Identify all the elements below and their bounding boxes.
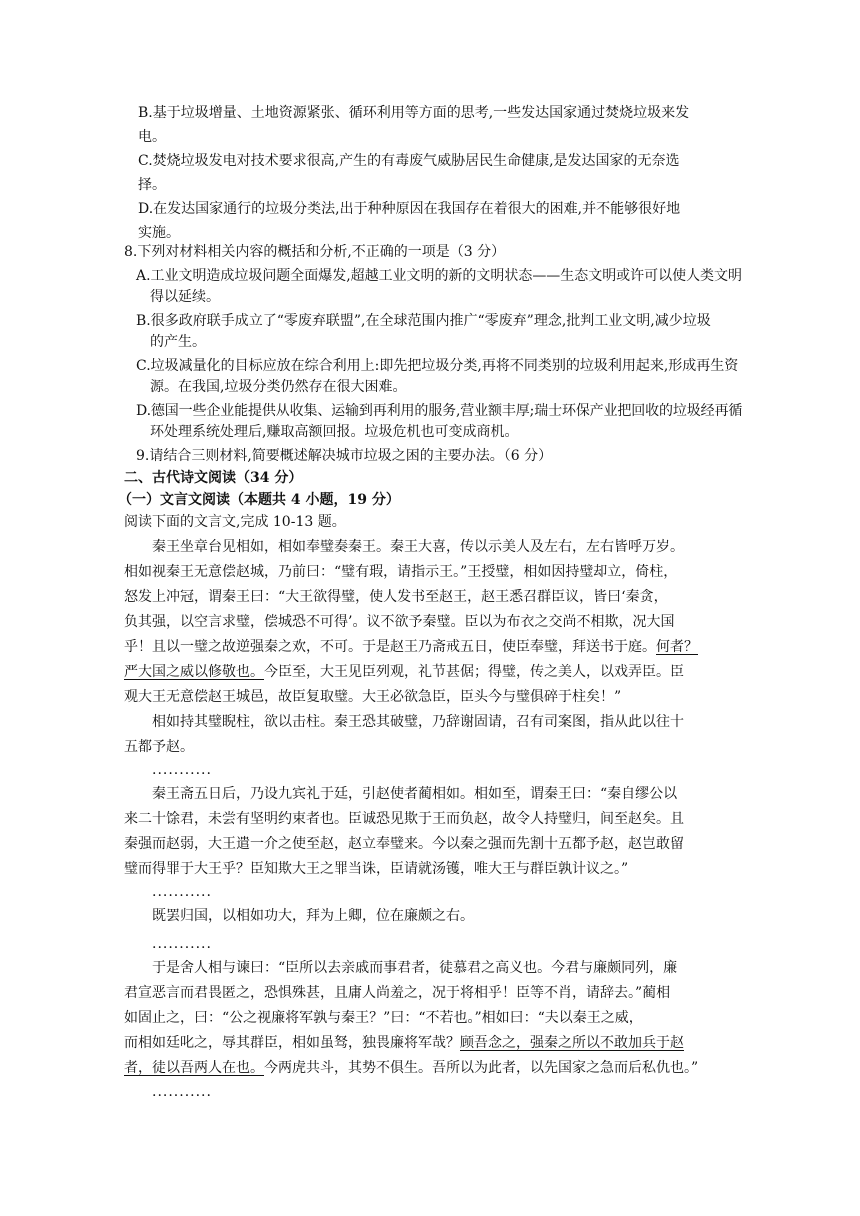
passage-p1-line3: 怒发上冲冠，谓秦王曰：“大王欲得璧，使人发书至赵王，赵王悉召群臣议，皆曰‘秦贪， <box>124 589 668 605</box>
passage-p3-line4: 璧而得罪于大王乎？臣知欺大王之罪当诛，臣请就汤镬，唯大王与群臣孰计议之。” <box>124 861 629 877</box>
passage-p3-line3: 秦强而赵弱，大王遣一介之使至赵，赵立奉璧来。今以秦之强而先割十五都予赵，赵岂敢留 <box>124 836 684 852</box>
underlined-sentence: 何者？ <box>656 639 698 655</box>
reading-instruction: 阅读下面的文言文,完成 10-13 题。 <box>124 514 346 530</box>
underlined-sentence: 顾吾念之，强秦之所以不敢加兵于赵 <box>460 1035 684 1051</box>
underlined-sentence: 严大国之威以修敬也。 <box>124 664 264 680</box>
q8-option-d-line2: 环处理系统处理后,赚取高额回报。垃圾危机也可变成商机。 <box>150 424 519 440</box>
passage-p2-line1: 相如持其璧睨柱，欲以击柱。秦王恐其破璧，乃辞谢固请，召有司案图，指从此以往十 <box>152 714 684 730</box>
q9-question: 9.请结合三则材料,简要概述解决城市垃圾之困的主要办法。（6 分） <box>136 448 553 464</box>
q8-stem: 8.下列对材料相关内容的概括和分析,不正确的一项是（3 分） <box>124 244 506 260</box>
passage-p1-line7: 观大王无意偿赵王城邑，故臣复取璧。大王必欲急臣，臣头今与璧俱碎于柱矣！” <box>124 689 622 705</box>
omission-dots: ........... <box>152 936 212 952</box>
underlined-sentence: 者，徒以吾两人在也。 <box>124 1060 264 1076</box>
q8-option-b-line2: 的产生。 <box>150 334 206 350</box>
passage-text: 今两虎共斗，其势不俱生。吾所以为此者，以先国家之急而后私仇也。” <box>264 1060 699 1076</box>
q8-option-b-line1: B.很多政府联手成立了“零废弃联盟”,在全球范围内推广“零废弃”理念,批判工业文明,减少垃圾 <box>136 313 711 329</box>
passage-p2-line2: 五都予赵。 <box>124 739 194 755</box>
passage-p1-line4: 负其强，以空言求璧，偿城恐不可得’。议不欲予秦璧。臣以为布衣之交尚不相欺，况大国 <box>124 614 675 630</box>
passage-p4-line1: 既罢归国，以相如功大，拜为上卿，位在廉颇之右。 <box>152 908 474 924</box>
passage-p5-line5 <box>124 1058 698 1078</box>
q8-option-a-line2: 得以延续。 <box>150 289 220 305</box>
omission-dots: ........... <box>152 1084 212 1100</box>
passage-text: 今臣至，大王见臣列观，礼节甚倨；得璧，传之美人，以戏弄臣。臣 <box>264 664 684 680</box>
subsection-heading: （一）文言文阅读（本题共 4 小题，19 分） <box>118 492 400 508</box>
q7-option-c-line1: C.焚烧垃圾发电对技术要求很高,产生的有毒废气威胁居民生命健康,是发达国家的无奈选 <box>138 153 680 169</box>
passage-p1-line1: 秦王坐章台见相如，相如奉璧奏秦王。秦王大喜，传以示美人及左右，左右皆呼万岁。 <box>152 539 684 555</box>
passage-p1-line6 <box>124 662 684 682</box>
q7-option-b-line1: B.基于垃圾增量、土地资源紧张、循环利用等方面的思考,一些发达国家通过焚烧垃圾来发 <box>138 105 690 121</box>
q8-option-c-line2: 源。在我国,垃圾分类仍然存在很大困难。 <box>150 379 407 395</box>
q7-option-d-line1: D.在发达国家通行的垃圾分类法,出于种种原因在我国存在着很大的困难,并不能够很好地 <box>138 201 681 217</box>
q7-option-c-line2: 择。 <box>138 177 166 193</box>
q7-option-d-line2: 实施。 <box>138 225 180 241</box>
passage-p5-line2: 君宣恶言而君畏匿之，恐惧殊甚，且庸人尚羞之，况于将相乎！臣等不肖，请辞去。”蔺相 <box>124 985 671 1001</box>
passage-p5-line1: 于是舍人相与谏曰：“臣所以去亲戚而事君者，徒慕君之高义也。今君与廉颇同列，廉 <box>152 960 678 976</box>
omission-dots: ........... <box>152 884 212 900</box>
passage-text: 而相如廷叱之，辱其群臣，相如虽驽，独畏廉将军哉？ <box>124 1035 460 1051</box>
passage-p5-line3: 如固止之，曰：“公之视廉将军孰与秦王？”曰：“不若也。”相如曰：“夫以秦王之威， <box>124 1010 643 1026</box>
omission-dots: ........... <box>152 762 212 778</box>
passage-p3-line2: 来二十馀君，未尝有坚明约束者也。臣诚恐见欺于王而负赵，故令人持璧归，间至赵矣。且 <box>124 811 684 827</box>
passage-p1-line2: 相如视秦王无意偿赵城，乃前曰：“璧有瑕，请指示王。”王授璧，相如因持璧却立，倚柱， <box>124 564 678 580</box>
q8-option-d-line1: D.德国一些企业能提供从收集、运输到再利用的服务,营业额丰厚;瑞士环保产业把回收的垃圾经再循 <box>136 403 743 419</box>
passage-p1-line5 <box>124 637 698 657</box>
passage-p3-line1: 秦王斋五日后，乃设九宾礼于廷，引赵使者蔺相如。相如至，谓秦王曰：“秦自缪公以 <box>152 786 678 802</box>
passage-p5-line4 <box>124 1033 684 1053</box>
q8-option-a-line1: A.工业文明造成垃圾问题全面爆发,超越工业文明的新的文明状态——生态文明或许可以使人类文明 <box>136 268 742 284</box>
q7-option-b-line2: 电。 <box>138 129 166 145</box>
passage-text: 乎！且以一璧之故逆强秦之欢，不可。于是赵王乃斋戒五日，使臣奉璧，拜送书于庭。 <box>124 639 656 655</box>
q8-option-c-line1: C.垃圾减量化的目标应放在综合利用上:即先把垃圾分类,再将不同类别的垃圾利用起来,形成再生资 <box>136 358 739 374</box>
section-heading: 二、古代诗文阅读（34 分） <box>124 470 303 486</box>
